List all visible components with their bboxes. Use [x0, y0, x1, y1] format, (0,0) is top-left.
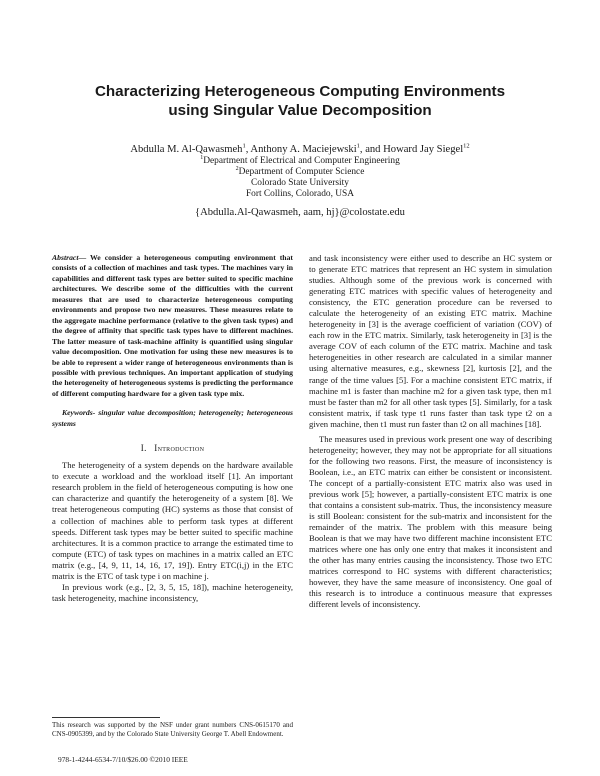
- funding-footnote: This research was supported by the NSF under grant numbers CNS-0615170 and CNS-0905399, and by the Colorado State University George T. Abell Endowment.: [52, 721, 293, 738]
- affiliation-3: Colorado State University: [251, 178, 349, 188]
- copyright-line: 978-1-4244-6534-7/10/$26.00 ©2010 IEEE: [58, 755, 188, 764]
- section-title: Introduction: [154, 443, 205, 454]
- abstract-label: Abstract—: [52, 253, 87, 262]
- author-3: and Howard Jay Siegel: [365, 144, 464, 155]
- keywords: Keywords- singular value decomposition; heterogeneity; heterogeneous systems: [52, 408, 293, 428]
- author-1: Abdulla M. Al-Qawasmeh: [130, 144, 243, 155]
- section-heading: I. Introduction: [140, 443, 205, 454]
- right-paragraph-2: The measures used in previous work present one way of describing heterogeneity; however, they may not be appropriate for all situations for the following two reasons. First, the measure of inconsistency is Boolean, i.e., an ETC matrix can either be consistent or inconsistent. The concept of a partially-consistent ETC matrix also was used in previous work [5]; however, a partially-consistent ETC matrix is one that contains a consistent sub-matrix. Thus, the inconsistency measure is still Boolean: consistent for the sub-matrix and inconsistent for the remainder of the matrix. The problem with this measure being Boolean is that we may have two different machine inconsistent ETC matrices where one has only one entry that makes it inconsistent and the other has many entries causing the inconsistency. Those two ETC matrices correspond to HC systems with different characteristics; however, they have the same measure of inconsistency. One goal of this research is to introduce a continuous measure that expresses different levels of inconsistency.: [309, 433, 552, 610]
- affiliation-2: $^2$Department of Computer Science: [235, 165, 365, 177]
- title-line-1: Characterizing Heterogeneous Computing Environments: [94, 83, 506, 100]
- right-column: [309, 253, 552, 611]
- author-list: Abdulla M. Al-Qawasmeh$^1$, Anthony A. Maciejewski$^1$, and Howard Jay Siegel$^{12}$: [130, 142, 470, 155]
- intro-paragraph-1: The heterogeneity of a system depends on the hardware available to execute a workload and the workload itself [1]. An important research problem in the field of heterogeneous computing is how one can characterize and quantify the heterogeneity of a system [8]. We treat heterogeneous computing (HC) systems as those that consist of a collection of machines able to perform task types at different speeds. Different task types may be better suited to specific machine architectures. It is a common practice to arrange the estimated time to compute (ETC) of task types on machines in a matrix called an ETC matrix (e.g., [4, 9, 11, 14, 16, 17, 19]). Entry ETC(i,j) in the ETC matrix is the ETC of task type i on machine j.: [52, 460, 293, 581]
- footnote-rule: [52, 717, 160, 718]
- affiliation-1: $^1$Department of Electrical and Computer Engineering: [200, 154, 400, 166]
- left-column: [52, 253, 293, 604]
- right-paragraph-1: and task inconsistency were either used to describe an HC system or to generate ETC matrices that represent an HC system in simulation studies. Although some of the previous work is concerned with generating ETC matrices with specific values of heterogeneity and consistency, the ETC generation procedure can be reversed to calculate the heterogeneity of an existing ETC matrix. Machine heterogeneity in [3] is the average coefficient of variation (COV) of each row in the ETC matrix. Similarly, task heterogeneity in [3] is the average COV of each column of the ETC matrix. Machine and task heterogeneities in other research are calculated in a similar manner using alternative measures, e.g., skewness [2], kurtosis [2], and the range of the time values [5]. For a machine consistent ETC matrix, if machine m1 is faster than machine m2 for a given task type, then m1 must be faster than m2 for all other task types [5]. Similarly, for a task consistent matrix, if task type t1 runs faster than task type t2 on a given machine, then t1 must run faster than t2 on all machines [18].: [309, 253, 552, 429]
- author-emails: {Abdulla.Al-Qawasmeh, aam, hj}@colostate.edu: [195, 207, 405, 218]
- affiliation-4: Fort Collins, Colorado, USA: [245, 189, 355, 199]
- title-line-2: using Singular Value Decomposition: [168, 102, 432, 119]
- author-1-affil: 1: [242, 142, 246, 150]
- author-2: Anthony A. Maciejewski: [250, 144, 357, 155]
- author-2-affil: 1: [356, 142, 360, 150]
- author-3-affil: 12: [463, 142, 470, 150]
- abstract: [52, 253, 293, 399]
- paper-title: [40, 82, 560, 120]
- abstract-text: We consider a heterogeneous computing environment that consists of a collection of machines and task types. The machines vary in capabilities and different task types are better suited to specific machine architectures. We describe some of the difficulties with the current measures that are used to characterize heterogeneous computing environments and propose two new measures. These measures relate to the aggregate machine performance (relative to the given task types) and the degree of affinity that specific task types have to different machines. The latter measure of task-machine affinity is quantified using singular value decomposition. One motivation for using these new measures is to be able to represent a wider range of heterogeneous environments than is possible with previous techniques. An important application of studying the heterogeneity of heterogeneous systems is predicting the performance of different computing hardware for a given task type mix.: [52, 253, 293, 398]
- intro-paragraph-2: In previous work (e.g., [2, 3, 5, 15, 18]), machine heterogeneity, task heterogeneity, machine inconsistency,: [52, 581, 293, 603]
